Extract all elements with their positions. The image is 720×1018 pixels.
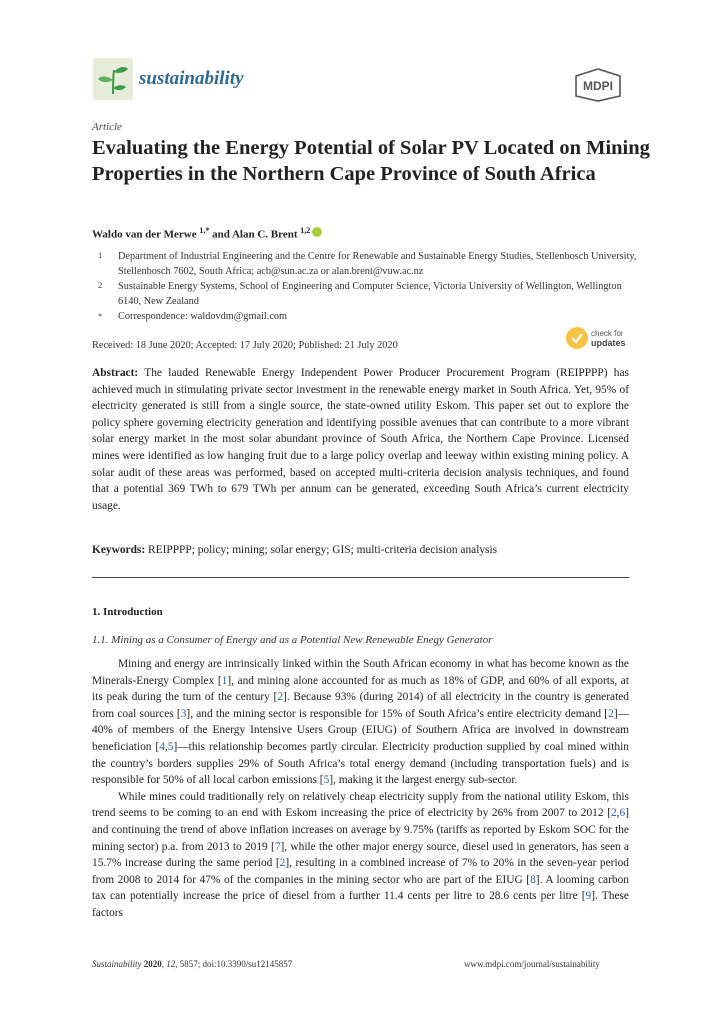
author-affiliation-marker: 1,* — [199, 226, 210, 235]
citation-link[interactable]: 7 — [274, 840, 281, 853]
affiliation-marker: 1 — [98, 250, 103, 260]
mdpi-logo-icon — [572, 68, 624, 102]
paragraph-text: ]. A looming carbon tax can potentially increase the price of diesel from a further 11.4 cents per litre to 28.6 cents per litre [ — [92, 873, 629, 903]
body-paragraph — [92, 789, 629, 922]
citation-link[interactable]: 6 — [619, 807, 626, 820]
author-list — [92, 226, 322, 241]
check-updates-line1: check for — [591, 329, 624, 338]
citation-link[interactable]: 9 — [585, 890, 592, 903]
mdpi-logo-text: MDPI — [583, 79, 613, 93]
citation-link[interactable]: 8 — [530, 873, 536, 886]
footer-journal: Sustainability — [92, 959, 142, 969]
paragraph-text: ]. These factors — [92, 890, 629, 919]
abstract-text: The lauded Renewable Energy Independent Power Producer Procurement Program (REIPPPP) has achieved much in stimulating private sector investment in the renewable energy market in South Africa. Yet, 95% of electricity generated is still from a single source, the state-owned utility Eskom. This paper set out to explore the policy sphere governing electricity generation and identifying possible avenues that can contribute to a more vibrant solar energy market in the most solar abundant province of South Africa, the Northern Cape Province. Licensed mines were identified as low hanging fruit due to a large policy overlap and leeway within existing mining policy. A solar audit of these areas was performed, based on accepted multi-criteria decision analysis techniques, and found that a potential 369 TWh to 679 TWh per annum can be generated, exceeding South Africa’s current electricity usage. — [92, 367, 629, 512]
citation-link[interactable]: 5 — [167, 740, 174, 753]
keywords-label: Keywords: — [92, 544, 146, 556]
mdpi-logo[interactable] — [572, 68, 624, 102]
paragraph-text: ]—40% of members of the Energy Intensive Users Group (EIUG) of Southern Africa are involved in downstream beneficiation [ — [92, 707, 629, 753]
paragraph-text: ]. Because 93% (during 2014) of all electricity in the country is generated from coal sources [ — [92, 691, 629, 720]
paper-title: Evaluating the Energy Potential of Solar PV Located on Mining Properties in the Northern Cape Province of South Africa — [92, 137, 650, 185]
affiliation-marker: * — [98, 311, 103, 321]
abstract — [92, 365, 629, 514]
citation-link[interactable]: 2 — [277, 691, 284, 704]
footer-doi: , 5857; doi:10.3390/su12145857 — [175, 959, 293, 969]
citation-link[interactable]: 2 — [610, 807, 617, 820]
citation-link[interactable]: 2 — [608, 707, 614, 720]
keywords-text: REIPPPP; policy; mining; solar energy; GIS; multi-criteria decision analysis — [148, 544, 498, 556]
footer-url[interactable]: www.mdpi.com/journal/sustainability — [464, 959, 600, 969]
keywords — [92, 544, 629, 556]
affiliation-text: Department of Industrial Engineering and the Centre for Renewable and Sustainable Energy Studies, Stellenbosch University, Stellenbosch 7602, South Africa; acb@sun.ac.za or alan.brent@vuw.ac.nz — [118, 251, 637, 277]
author-name[interactable]: Waldo van der Merwe — [92, 228, 197, 241]
body-text — [92, 656, 629, 922]
affiliation-text: Sustainable Energy Systems, School of Engineering and Computer Science, Victoria University of Wellington, Wellington 6140, New Zealand — [118, 281, 622, 307]
citation-link[interactable]: 1 — [221, 674, 228, 687]
paragraph-text: Mining and energy are intrinsically linked within the South African economy in what has become known as the Minerals-Energy Complex [ — [92, 658, 629, 687]
check-updates-line2: updates — [591, 338, 626, 348]
citation-link[interactable]: 3 — [180, 707, 187, 720]
paragraph-text: , — [616, 807, 620, 820]
author-conjunction: and — [209, 228, 232, 241]
author-affiliation-marker: 1,2 — [300, 226, 311, 235]
correspondence-text: Correspondence: waldovdm@gmail.com — [118, 311, 288, 322]
footer-volume: 12 — [166, 959, 176, 969]
paragraph-text: , — [164, 740, 168, 753]
footer-year: 2020 — [143, 959, 162, 969]
publication-dates: Received: 18 June 2020; Accepted: 17 July 2020; Published: 21 July 2020 — [92, 340, 398, 351]
leaf-icon — [93, 58, 133, 100]
author-name[interactable]: Alan C. Brent — [231, 228, 298, 241]
abstract-label: Abstract: — [92, 367, 139, 379]
footer-citation: Sustainability 2020, 12, 5857; doi:10.3390/su12145857 — [92, 959, 293, 969]
paragraph-text: ], and mining alone accounted for as much as 18% of GDP, and 60% of all exports, at its peak during the turn of the century [ — [92, 674, 629, 704]
paragraph-text: ]—this relationship becomes partly circular. Electricity production supplied by coal mined within the country’s borders supplies 29% of South Africa’s total energy demand (including transportation fuels) and is responsible for 50% of all local carbon emissions [ — [92, 740, 629, 787]
article-type: Article — [92, 121, 122, 133]
paragraph-text: While mines could traditionally rely on relatively cheap electricity supply from the national utility Eskom, this trend seems to be coming to an end with Eskom increasing the price of electricity by 26% from 2007 to 2012 [ — [92, 790, 629, 820]
orcid-icon[interactable] — [312, 227, 322, 237]
journal-logo — [93, 58, 133, 100]
citation-link[interactable]: 2 — [279, 857, 286, 870]
affiliation-marker: 2 — [98, 280, 103, 290]
journal-name[interactable]: sustainability — [139, 68, 244, 89]
subsection-heading: 1.1. Mining as a Consumer of Energy and as a Potential New Renewable Enegy Generator — [92, 634, 493, 646]
paragraph-text: ], while the other major energy source, diesel used in generators, has seen a 15.7% increase during the same period [ — [92, 840, 629, 870]
paragraph-text: ], making it the largest energy sub-sector. — [329, 774, 518, 787]
paragraph-text: ], resulting in a combined increase of 7% to 20% in the seven-year period from 2008 to 2014 for 47% of the companies in the mining sector who are part of the EIUG [ — [92, 857, 629, 886]
body-paragraph — [92, 656, 629, 789]
paragraph-text: ], and the mining sector is responsible for 15% of South Africa’s entire electricity demand [ — [186, 707, 609, 720]
check-for-updates-button[interactable] — [566, 326, 628, 354]
citation-link[interactable]: 5 — [323, 774, 330, 787]
check-for-updates-icon — [566, 327, 588, 349]
paragraph-text: ] and continuing the trend of above inflation increases on average by 9.75% (tariffs as reported by Eskom SOC for the mining sector) p.a. from 2013 to 2019 [ — [92, 807, 629, 853]
citation-link[interactable]: 4 — [159, 740, 165, 753]
section-heading: 1. Introduction — [92, 606, 163, 618]
section-divider — [92, 577, 629, 578]
